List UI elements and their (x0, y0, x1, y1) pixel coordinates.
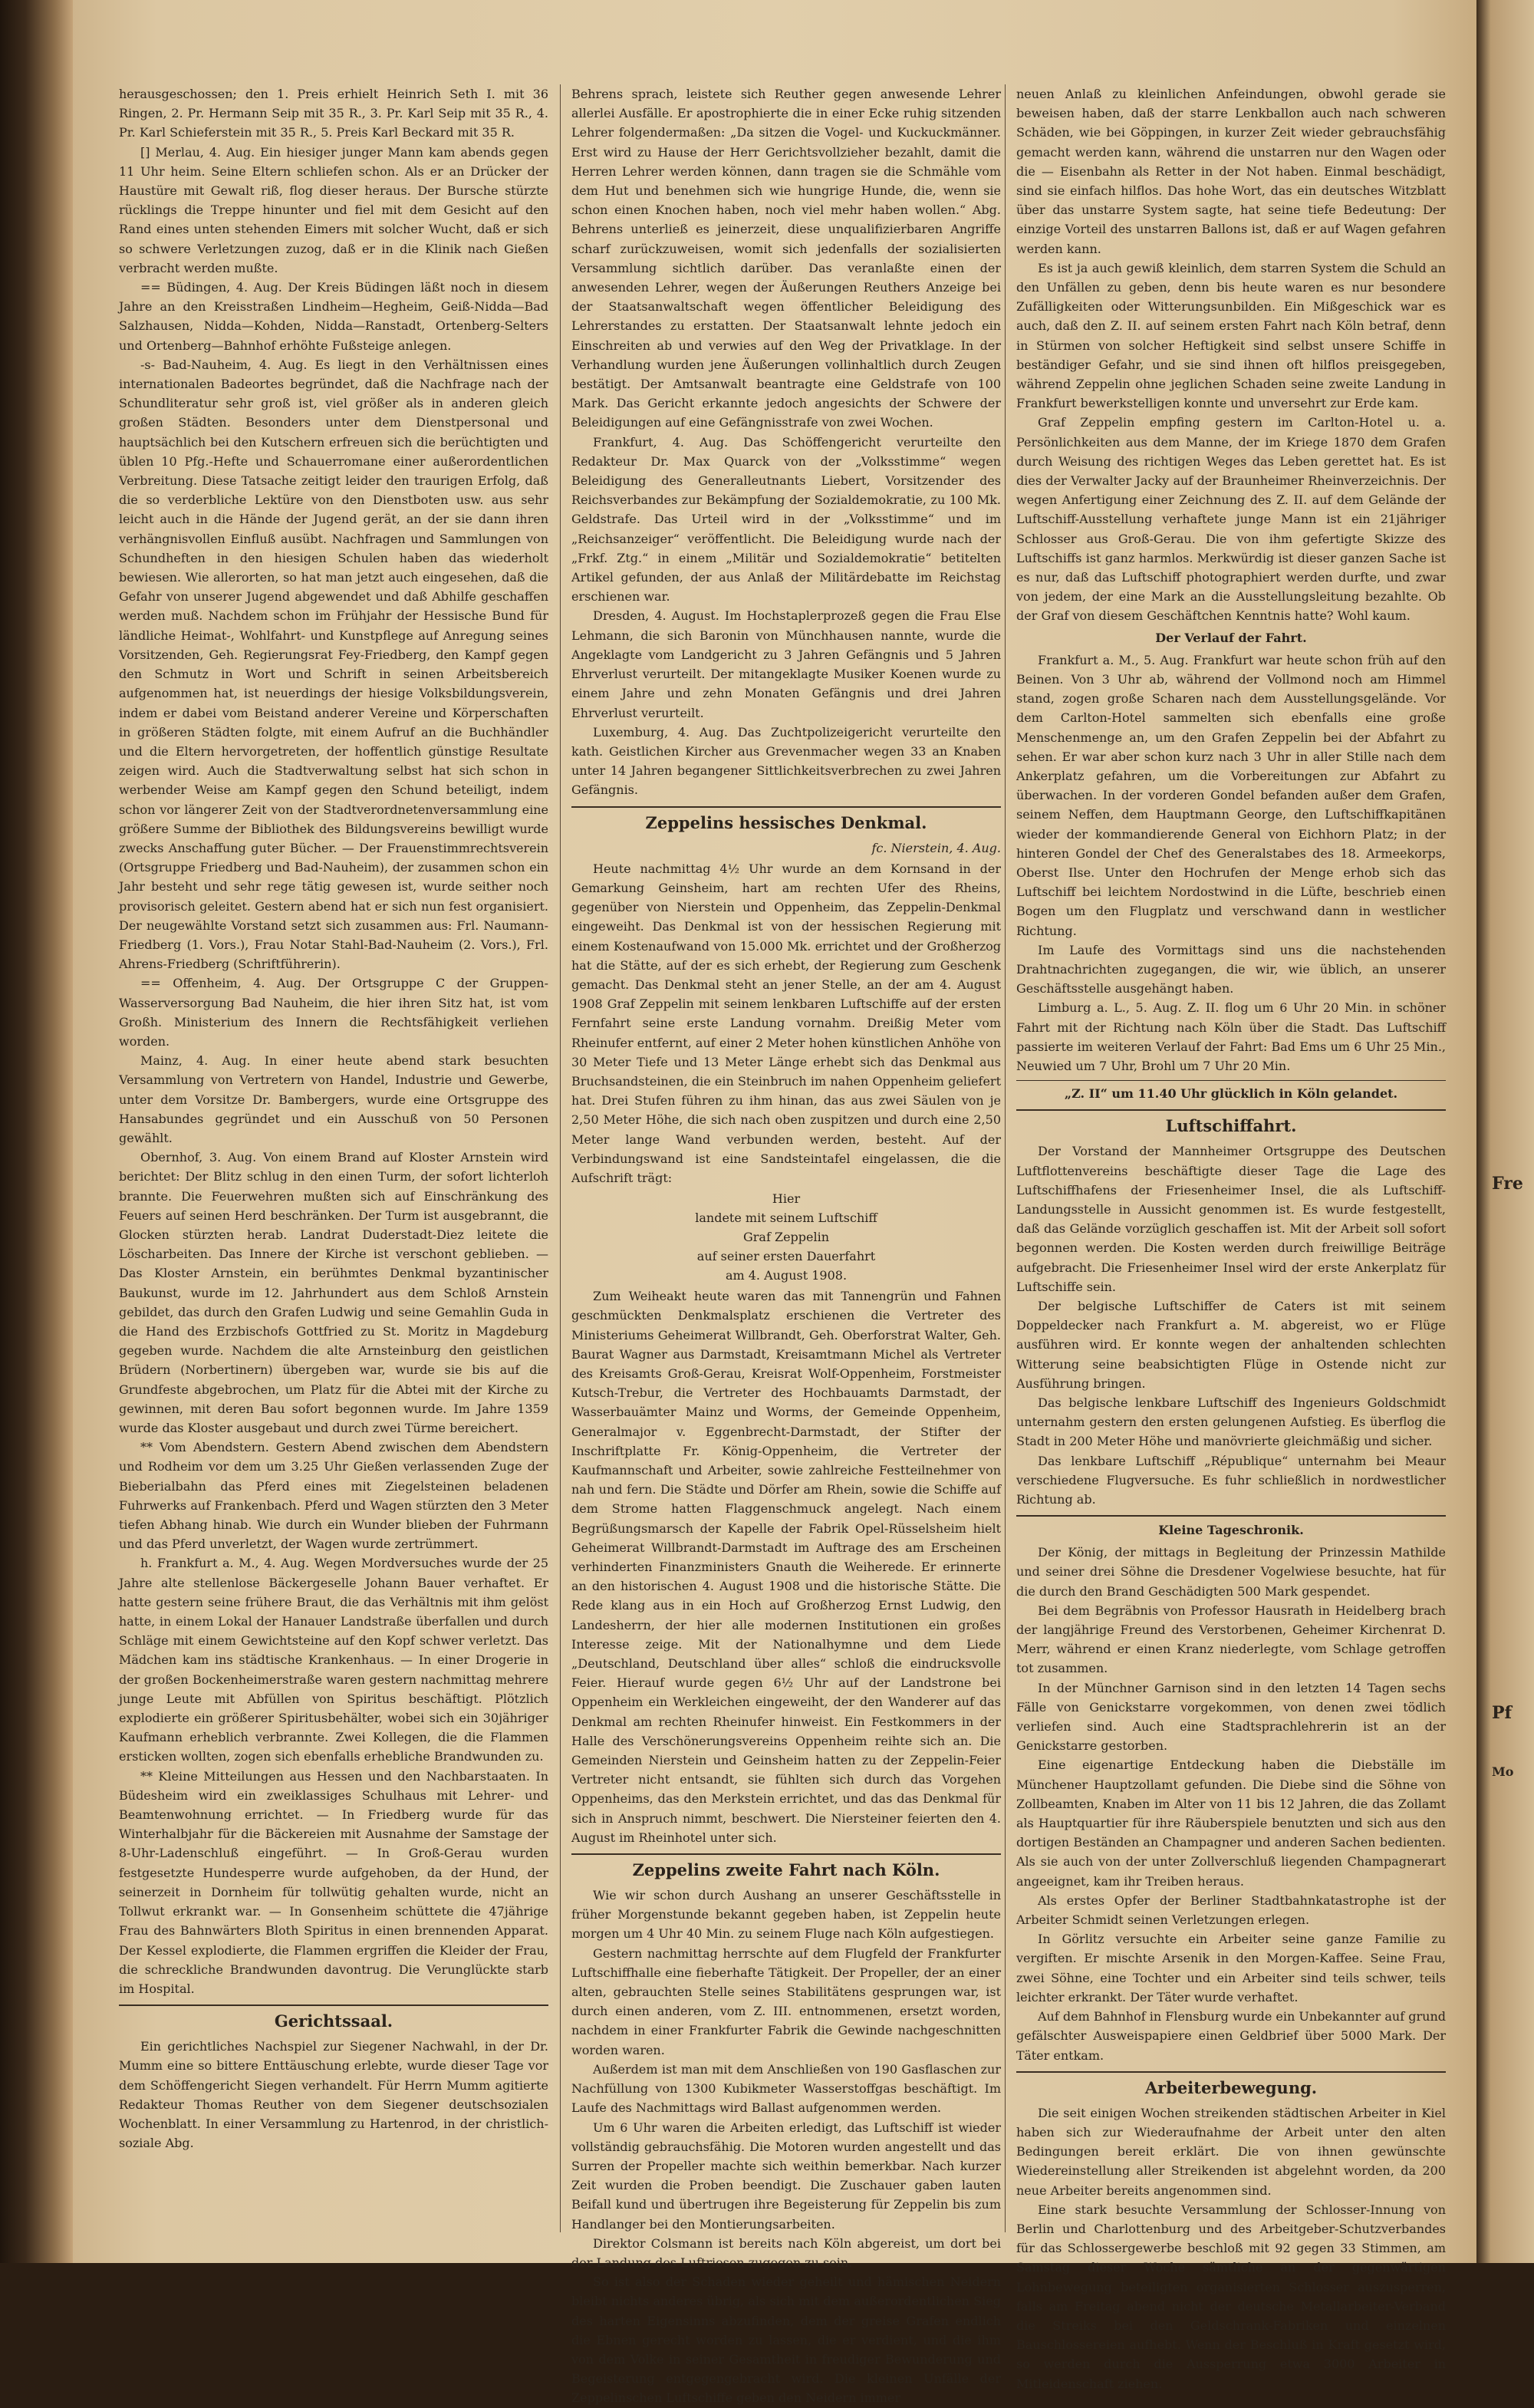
section-heading-tageschronik: Kleine Tageschronik. (1158, 1523, 1304, 1538)
article-paragraph: Im Laufe des Vormittags sind uns die nachstehenden Drahtnachrichten zugegangen, die wir, wie üblich, an unserer Geschäftsstelle ausgehängt haben. (1016, 942, 1446, 996)
inscription-line: landete mit seinem Luftschiff (695, 1211, 877, 1226)
book-binding-shadow (0, 0, 73, 2263)
article-paragraph: Heute nachmittag 4½ Uhr wurde an dem Kornsand in der Gemarkung Geinsheim, hart am rechten Ufer des Rheins, gegenüber von Nierstein und Oppenheim, das Zeppelin-Denkmal eingeweiht. Das Denkmal ist von der hessischen Regierung mit einem Kostenaufwand von 15.000 Mk. errichtet und der Großherzog hat die Stätte, auf der es sich erhebt, der Regierung zum Geschenk gemacht. Das Denkmal steht an jener Stelle, an der am 4. August 1908 Graf Zeppelin mit seinem lenkbaren Luftschiffe auf der ersten Fernfahrt seine erste Landung vornahm. Dreißig Meter vom Rheinufer entfernt, auf einer 2 Meter hohen künstlichen Anhöhe von 30 Meter Tiefe und 13 Meter Länge erhebt sich das Denkmal aus Bruchsandsteinen, die ein Steinbruch im nahen Oppenheim geliefert hat. Drei Stufen führen zu ihm hinan, das aus zwei Säulen von je 2,50 Meter Höhe, die sich nach oben zuspitzen und durch eine 2,50 Meter lange Wand verbunden werden, besteht. Auf der Verbindungswand ist eine Sandsteintafel eingelassen, die die Aufschrift trägt: (571, 861, 1001, 1185)
column-2 (571, 84, 1001, 2406)
article-paragraph: neuen Anlaß zu kleinlichen Anfeindungen, obwohl gerade sie beweisen haben, daß der starre Lenkballon auch nach schweren Schäden, wie bei Göppingen, in kurzer Zeit wieder gebrauchsfähig gemacht werden kann, während die unstarren nur den Wagen oder die — Eisenbahn als Retter in der Not haben. Einmal beschädigt, sind sie einfach hilflos. Das hohe Wort, das ein deutsches Witzblatt über das unstarre System sagte, hat seine tiefe Bedeutung: Der einzige Vorteil des unstarren Ballons ist, daß er auf Wagen gefahren werden kann. (1016, 87, 1446, 256)
adjacent-page-fragment: Fre (1492, 1174, 1523, 1194)
section-heading-luftschiffahrt: Luftschiffahrt. (1165, 1116, 1297, 1136)
article-paragraph: Außerdem ist man mit dem Anschließen von 190 Gasflaschen zur Nachfüllung von 1300 Kubikmeter Wasserstoffgas beschäftigt. Im Laufe des Nachmittags wird Ballast aufgenommen werden. (571, 2061, 1001, 2116)
dateline: fc. Nierstein, 4. Aug. (871, 840, 1001, 855)
section-heading-gerichtssaal: Gerichtssaal. (274, 2011, 393, 2031)
column-rule (560, 84, 561, 2232)
article-paragraph: So ist also der Schaden wieder geheilt und hämischen Neidern bleibt nichts anderes übrig, als sich mit dem außerordentlichen Sieg des harten Eigensinns abzufinden, dem der greise Grafen endlich die Ebnen gerecht worden zu lassen, die er verdient, und die ihm von dem Volke in seiner Gesamtheit in freudiger Bewunderung und Begeisterung entgegengebracht wird. Die kleinen Unfälle der Zeppelinschen Luftschiffe geben den Neidern immer (571, 2275, 1001, 2406)
section-divider (1016, 1109, 1446, 1111)
inscription-line: am 4. August 1908. (725, 1268, 848, 1283)
article-paragraph: Der Vorstand der Mannheimer Ortsgruppe des Deutschen Luftflottenvereins beschäftigte dieser Tage die Lage des Luftschiffhafens der Friesenheimer Insel, die als Luftschiff-Landungsstelle in Aussicht genommen ist. Es wurde festgestellt, daß das Gelände vorzüglich geschaffen ist. Mit der Arbeit soll sofort begonnen werden. Die Kosten werden durch freiwillige Beiträge aufgebracht. Die Friesenheimer Insel wird der erste Ankerplatz für Luftschiffe sein. (1016, 1144, 1446, 1294)
article-paragraph: Das lenkbare Luftschiff „République“ unternahm bei Meaur verschiedene Flugversuche. Es fuhr schließlich in nordwestlicher Richtung ab. (1016, 1453, 1446, 1507)
article-paragraph: Auf dem Bahnhof in Flensburg wurde ein Unbekannter auf grund gefälschter Ausweispapiere einen Geldbrief über 5000 Mark. Der Täter entkam. (1016, 2009, 1446, 2063)
article-paragraph: Graf Zeppelin empfing gestern im Carlton-Hotel u. a. Persönlichkeiten aus dem Manne, der im Kriege 1870 dem Grafen durch Weisung des richtigen Weges das Leben gerettet hat. Es ist dies der Verwalter Jacky auf der Braunheimer Rheinverzeichnis. Der wegen Anfertigung einer Zeichnung des Z. II. auf dem Gelände der Luftschiff-Ausstellung verhaftete junge Mann ist ein 21jähriger Schlosser aus Groß-Gerau. Die von ihm gefertigte Skizze des Luftschiffs ist ganz harmlos. Merkwürdig ist dieser ganzen Sache ist es nur, daß das Luftschiff photographiert werden durfte, und zwar von jedem, der eine Mark an die Ausstellungsleitung bezahlte. Ob der Graf von diesem Geschäftchen Kenntnis hatte? Wohl kaum. (1016, 415, 1446, 624)
article-paragraph: Direktor Colsmann ist bereits nach Köln abgereist, um dort bei der Landung des Luftriesen zugegen zu sein. (571, 2235, 1001, 2270)
article-paragraph: Die seit einigen Wochen streikenden städtischen Arbeiter in Kiel haben sich zur Wiederaufnahme der Arbeit unter den alten Bedingungen bereit erklärt. Die von ihnen gewünschte Wiedereinstellung aller Streikenden ist abgelehnt worden, da 200 neue Arbeiter bereits angenommen sind. (1016, 2105, 1446, 2198)
article-paragraph: == Offenheim, 4. Aug. Der Ortsgruppe C der Gruppen-Wasserversorgung Bad Nauheim, die hier ihren Sitz hat, ist vom Großh. Ministerium des Innern die Rechtsfähigkeit verliehen worden. (119, 976, 548, 1049)
section-heading-denkmal: Zeppelins hessisches Denkmal. (645, 812, 927, 832)
section-heading-koeln: Zeppelins zweite Fahrt nach Köln. (632, 1860, 940, 1880)
article-paragraph: In der Münchner Garnison sind in den letzten 14 Tagen sechs Fälle von Genickstarre vorgekommen, von denen zwei tödlich verliefen sind. Auch eine Stadtsprachlehrerin ist an der Genickstarre gestorben. (1016, 1680, 1446, 1754)
article-paragraph: herausgeschossen; den 1. Preis erhielt Heinrich Seth I. mit 36 Ringen, 2. Pr. Hermann Seip mit 35 R., 3. Pr. Karl Seip mit 35 R., 4. Pr. Karl Schieferstein mit 35 R., 5. Preis Karl Beckard mit 35 R. (119, 87, 548, 140)
article-paragraph: Eine eigenartige Entdeckung haben die Diebställe im Münchener Hauptzollamt gefunden. Die Diebe sind die Söhne von Zollbeamten, Knaben im Alter von 11 bis 12 Jahren, die das Zollamt als Hauptquartier für ihre Räuberspiele benutzten und sich aus den dortigen Beständen an Champagner und anderen Sachen bedienten. Als sie auch von der unter Zollverschluß liegenden Champagnerart angeeignet, kam ihr Treiben heraus. (1016, 1757, 1446, 1889)
section-divider (119, 2004, 548, 2006)
landing-bulletin: „Z. II“ um 11.40 Uhr glücklich in Köln gelandet. (1064, 1086, 1398, 1102)
adjacent-page-edge (1476, 0, 1534, 2263)
article-paragraph: ** Vom Abendstern. Gestern Abend zwischen dem Abendstern und Rodheim vor dem um 3.25 Uhr Gießen verlassenden Zuge der Bieberialbahn das Pferd eines mit Ziegelsteinen beladenen Fuhrwerks auf Frankenbach. Pferd und Wagen stürzten den 3 Meter tiefen Abhang hinab. Wie durch ein Wunder blieben der Fuhrmann und das Pferd unverletzt, der Wagen wurde zertrümmert. (119, 1440, 548, 1552)
article-paragraph: Eine stark besuchte Versammlung der Schlosser-Innung von Berlin und Charlottenburg und des Arbeitgeber-Schutzverbandes für das Schlossergewerbe beschloß mit 92 gegen 33 Stimmen, am Samstag dieser Woche sämtliche an der gegenwärtigen Lohnbewegung beteiligten organisierten Schlosser auszusperren, falls am Freitag abend nicht der deutsche Metallarbeiter-Verband die Streiks bei den Geldschrank-Fabriken und einzelnen Bauschlossereien aufhebt. Wenn der Beschluß in Kraft gesetzt wird, so werden durch die Aussperrung etwa 3000 Arbeiter in Mitleidenschaft ziehen. (1016, 2202, 1446, 2391)
section-divider (1016, 1515, 1446, 1517)
article-paragraph: Frankfurt, 4. Aug. Das Schöffengericht verurteilte den Redakteur Dr. Max Quarck von der „Volksstimme“ wegen Beleidigung des Generalleutnants Liebert, Vorsitzender des Reichsverbandes zur Bekämpfung der Sozialdemokratie, zu 100 Mk. Geldstrafe. Das Urteil wird in der „Volksstimme“ und im „Reichsanzeiger“ veröffentlicht. Die Beleidigung wurde nach der „Frkf. Ztg.“ in einem „Militär und Sozialdemokratie“ betitelten Artikel gefunden, der aus Anlaß der Militärdebatte im Reichstag erschienen war. (571, 434, 1001, 604)
section-divider (571, 806, 1001, 808)
article-paragraph: == Büdingen, 4. Aug. Der Kreis Büdingen läßt noch in diesem Jahre an den Kreisstraßen Lindheim—Hegheim, Geiß-Nidda—Bad Salzhausen, Nidda—Kohden, Nidda—Ranstadt, Ortenberg-Selters und Ortenberg—Bahnhof erhöhte Fußsteige anlegen. (119, 280, 548, 353)
inscription-line: auf seiner ersten Dauerfahrt (696, 1249, 876, 1264)
article-paragraph: -s- Bad-Nauheim, 4. Aug. Es liegt in den Verhältnissen eines internationalen Badeortes begründet, daß die Nachfrage nach der Schundliteratur sehr groß ist, viel größer als in anderen gleich großen Städten. Besonders unter dem Dienstpersonal und hauptsächlich bei den Kutschern erfreuen sich die berüchtigten und üblen 10 Pfg.-Hefte und Schauerromane einer außerordentlichen Verbreitung. Diese Tatsache zeitigt leider den traurigen Erfolg, daß die so verderbliche Lektüre von den Dienstboten usw. aus sehr leicht auch in die Hände der Jugend gerät, an der sie dann ihren verhängnisvollen Einfluß ausübt. Nachfragen und Sammlungen von Schundheften in den hiesigen Schulen haben das wiederholt bewiesen. Wie allerorten, so hat man jetzt auch eingesehen, daß die Gefahr von unserer Jugend abgewendet und daß Abhilfe geschaffen werden muß. Nachdem schon im Frühjahr der Hessische Bund für ländliche Heimat-, Wohlfahrt- und Kunstpflege auf Anregung seines Vorsitzenden, Geh. Regierungsrat Fey-Friedberg, den Kampf gegen den Schmutz in Wort und Schrift in seinen Arbeitsbereich aufgenommen hat, ist neuerdings der hiesige Volksbildungsverein, indem er dabei vom Beistand anderer Vereine und Körperschaften in größeren Städten folgte, mit einem Aufruf an die Buchhändler und die Eltern hervorgetreten, der hoffentlich günstige Resultate zeigen wird. Auch die Stadtverwaltung selbst hat sich schon in werbender Weise am Kampf gegen den Schund beteiligt, indem schon vor längerer Zeit von der Stadtverordnetenversammlung eine größere Summe der Bibliothek des Bildungsvereins bewilligt wurde zwecks Anschaffung guter Bücher. — Der Frauenstimmrechtsverein (Ortsgruppe Friedberg und Bad-Nauheim), der zusammen schon ein Jahr besteht und sehr rege tätig gewesen ist, wurde seither noch provisorisch geleitet. Gestern abend hat er sich nun fest organisiert. Der neugewählte Vorstand setzt sich zusammen aus: Frl. Naumann-Friedberg (1. Vors.), Frau Notar Stahl-Bad-Nauheim (2. Vors.), Frl. Ahrens-Friedberg (Schriftführerin). (119, 357, 548, 972)
article-paragraph: Limburg a. L., 5. Aug. Z. II. flog um 6 Uhr 20 Min. in schöner Fahrt mit der Richtung nach Köln über die Stadt. Das Luftschiff passierte im weiteren Verlauf der Fahrt: Bad Ems um 6 Uhr 25 Min., Neuwied um 7 Uhr, Brohl um 7 Uhr 20 Min. (1016, 1000, 1446, 1073)
section-heading-arbeiterbewegung: Arbeiterbewegung. (1144, 2077, 1318, 2097)
article-paragraph: Das belgische lenkbare Luftschiff des Ingenieurs Goldschmidt unternahm gestern den ersten gelungenen Aufstieg. Es überflog die Stadt in 200 Meter Höhe und manövrierte gleichmäßig und sicher. (1016, 1395, 1446, 1449)
monument-inscription (571, 1189, 1001, 1285)
article-paragraph: [] Merlau, 4. Aug. Ein hiesiger junger Mann kam abends gegen 11 Uhr heim. Seine Eltern schliefen schon. Als er an Drücker der Haustüre mit Gewalt riß, flog dieser heraus. Der Bursche stürzte rücklings die Treppe hinunter und fiel mit dem Gesicht auf den Rand eines unten stehenden Eimers mit solcher Wucht, daß er sich so schwere Verletzungen zuzog, daß er in die Klinik nach Gießen verbracht werden mußte. (119, 144, 548, 275)
article-paragraph: Ein gerichtliches Nachspiel zur Siegener Nachwahl, in der Dr. Mumm eine so bittere Enttäuschung erlebte, wurde dieser Tage vor dem Schöffengericht Siegen verhandelt. Für Herrn Mumm agitierte Redakteur Thomas Reuther von dem Siegener deutschsozialen Wochenblatt. In einer Versammlung zu Hartenrod, in der christlich-soziale Abg. (119, 2039, 548, 2151)
article-paragraph: Frankfurt a. M., 5. Aug. Frankfurt war heute schon früh auf den Beinen. Von 3 Uhr ab, während der Vollmond noch am Himmel stand, zogen große Scharen nach dem Ausstellungsgelände. Vor dem Carlton-Hotel sammelten sich ebenfalls eine große Menschenmenge an, um den Grafen Zeppelin bei der Abfahrt zu sehen. Er war aber schon kurz nach 3 Uhr in aller Stille nach dem Ankerplatz gefahren, um die Vorbereitungen zur Abfahrt zu überwachen. In der vorderen Gondel befanden außer dem Grafen, seinem Neffen, dem Hauptmann George, den Luftschiffkapitänen wieder der kommandierende General von Eichhorn Platz; in der hinteren Gondel der Chef des Generalstabes des 18. Armeekorps, Oberst Ilse. Unter den Hochrufen der Menge erhob sich das Luftschiff bei leichtem Nordostwind in die Lüfte, beschrieb einen Bogen um den Flugplatz und verschwand dann in westlicher Richtung. (1016, 652, 1446, 938)
article-paragraph: Mainz, 4. Aug. In einer heute abend stark besuchten Versammlung von Vertretern von Handel, Industrie und Gewerbe, unter dem Vorsitze Dr. Bambergers, wurde eine Ortsgruppe des Hansabundes gegründet und ein Ausschuß von 50 Personen gewählt. (119, 1053, 548, 1145)
article-paragraph: Es ist ja auch gewiß kleinlich, dem starren System die Schuld an den Unfällen zu geben, denn bis heute waren es nur besondere Zufälligkeiten oder Witterungsunbilden. Ein Mißgeschick war es auch, daß den Z. II. auf seinem ersten Fahrt nach Köln betraf, denn in Stürmen von solcher Heftigkeit sind selbst unsere Schiffe in beständiger Gefahr, und sie sind ihnen oft hilflos preisgegeben, während Zeppelin ohne jeglichen Schaden seine zweite Landung in Frankfurt bewerkstelligen konnte und unversehrt zur Erde kam. (1016, 260, 1446, 411)
article-paragraph: Wie wir schon durch Aushang an unserer Geschäftsstelle in früher Morgenstunde bekannt gegeben haben, ist Zeppelin heute morgen um 4 Uhr 40 Min. zu seinem Fluge nach Köln aufgestiegen. (571, 1888, 1001, 1942)
column-rule (1005, 84, 1006, 2232)
article-paragraph: Behrens sprach, leistete sich Reuther gegen anwesende Lehrer allerlei Ausfälle. Er apostrophierte die in einer Ecke ruhig sitzenden Lehrer folgendermaßen: „Da sitzen die Vogel- und Kuckuckmänner. Erst wird zu Hause der Herr Gerichtsvollzieher bezahlt, damit die Herren Lehrer werden können, dann tragen sie die Schmähle vom dem Hut und benehmen sich wie hungrige Hunde, die, wenn sie schon einen Knochen haben, noch viel mehr haben wollen.“ Abg. Behrens unterließ es jeinerzeit, diese unqualifizierbaren Angriffe scharf zurückzuweisen, womit sich jedenfalls der sozialisierten Versammlung sichtlich darüber. Das veranlaßte einen der anwesenden Lehrer, wegen der Äußerungen Reuthers Anzeige bei der Staatsanwaltschaft wegen öffentlicher Beleidigung des Lehrerstandes zu erstatten. Der Staatsanwalt lehnte jedoch ein Einschreiten ab und verwies auf den Weg der Privatklage. In der Verhandlung wurden jene Äußerungen vollinhaltlich durch Zeugen bestätigt. Der Amtsanwalt beantragte eine Geldstrafe von 100 Mark. Das Gericht erkannte jedoch angesichts der Schwere der Beleidigungen auf eine Gefängnisstrafe von zwei Wochen. (571, 87, 1001, 430)
article-paragraph: Dresden, 4. August. Im Hochstaplerprozeß gegen die Frau Else Lehmann, die sich Baronin von Münchhausen nannte, wurde die Angeklagte vom Landgericht zu 3 Jahren Gefängnis und 5 Jahren Ehrverlust verurteilt. Der mitangeklagte Musiker Koenen wurde zu einem Jahre und zehn Monaten Gefängnis und drei Jahren Ehrverlust verurteilt. (571, 608, 1001, 720)
article-paragraph: h. Frankfurt a. M., 4. Aug. Wegen Mordversuches wurde der 25 Jahre alte stellenlose Bäckergeselle Johann Bauer verhaftet. Er hatte gestern seine frühere Braut, die das Verhältnis mit ihm gelöst hatte, in einem Lokal der Hanauer Landstraße überfallen und durch Schläge mit einem Gewichtsteine auf den Kopf schwer verletzt. Das Mädchen kam ins städtische Krankenhaus. — In einer Drogerie in der großen Bockenheimerstraße waren gestern nachmittag mehrere junge Leute mit Abfüllen von Spiritus beschäftigt. Plötzlich explodierte ein größerer Spiritusbehälter, wobei sich ein 30jähriger Kaufmann erheblich verbrannte. Zwei Kollegen, die die Flammen ersticken wollten, zogen sich ebenfalls erhebliche Brandwunden zu. (119, 1556, 548, 1764)
article-paragraph: Zum Weiheakt heute waren das mit Tannengrün und Fahnen geschmückten Denkmalsplatz erschienen die Vertreter des Ministeriums Geheimerat Willbrandt, Geh. Oberforstrat Walter, Geh. Baurat Wagner aus Darmstadt, Kreisamtmann Michel als Vertreter des Kreisamts Groß-Gerau, Kreisrat Wolf-Oppenheim, Forstmeister Kutsch-Trebur, die Vertreter des Hochbauamts Darmstadt, der Wasserbauämter Mainz und Worms, der Gemeinde Oppenheim, Generalmajor v. Eggenbrecht-Darmstadt, der Stifter der Inschriftplatte Fr. König-Oppenheim, die Vertreter der Kaufmannschaft und Arbeiter, sowie zahlreiche Festteilnehmer von nah und fern. Die Städte und Dörfer am Rhein, sowie die Schiffe auf dem Strome hatten Flaggenschmuck angelegt. Nach einem Begrüßungsmarsch der Kapelle der Fabrik Opel-Rüsselsheim hielt Geheimerat Willbrandt-Darmstadt im Auftrage des am Erscheinen verhinderten Finanzministers Gnauth die Weiherede. Er erinnerte an den historischen 4. August 1908 und die historische Stätte. Die Rede klang aus in ein Hoch auf Großherzog Ernst Ludwig, den Landesherrn, der hier alle modernen Institutionen ein großes Interesse zeige. Mit der Nationalhymne und dem Liede „Deutschland, Deutschland über alles“ schloß die eindrucksvolle Feier. Hierauf wurde gegen 6½ Uhr auf der Landstrone bei Oppenheim ein Werkleichen eingeweiht, der den Wanderer auf das Denkmal am rechten Rheinufer hinweist. Ein Festkommers in der Halle des Verschönerungsvereins Oppenheim reihte sich an. Die Gemeinden Nierstein und Geinsheim hatten zu der Zeppelin-Feier Vertreter nicht entsandt, sie fühlten sich durch das Vorgehen Oppenheims, das den Merkstein errichtet, und das das Denkmal für sich in Anspruch nimmt, beschwert. Die Niersteiner feierten den 4. August im Rheinhotel unter sich. (571, 1289, 1001, 1845)
subheading-verlauf: Der Verlauf der Fahrt. (1155, 630, 1307, 645)
article-paragraph: Luxemburg, 4. Aug. Das Zuchtpolizeigericht verurteilte den kath. Geistlichen Kircher aus Grevenmacher wegen 33 an Knaben unter 14 Jahren begangener Sittlichkeitsverbrechen zu zwei Jahren Gefängnis. (571, 724, 1001, 798)
article-paragraph: Um 6 Uhr waren die Arbeiten erledigt, das Luftschiff ist wieder vollständig gebrauchsfähig. Die Motoren wurden angestellt und das Surren der Propeller machte sich weithin bemerkbar. Nach kurzer Zeit wurden die Proben beendigt. Die Zuschauer gaben lauten Beifall kund und übertrugen ihre Begeisterung für Zeppelin bis zum Handlanger bei den Montierungsarbeiten. (571, 2120, 1001, 2232)
inscription-line: Hier (772, 1191, 801, 1207)
column-1 (119, 84, 548, 2240)
inscription-line: Graf Zeppelin (742, 1230, 830, 1245)
article-paragraph: Der belgische Luftschiffer de Caters ist mit seinem Doppeldecker nach Frankfurt a. M. abgereist, wo er Flüge ausführen wird. Er konnte wegen der anhaltenden schlechten Witterung seine beabsichtigten Flüge in Ostende nicht zur Ausführung bringen. (1016, 1298, 1446, 1391)
article-paragraph: In Görlitz versuchte ein Arbeiter seine ganze Familie zu vergiften. Er mischte Arsenik in den Morgen-Kaffee. Seine Frau, zwei Söhne, eine Tochter und ein Arbeiter sind teils schwer, teils leichter erkrankt. Der Täter wurde verhaftet. (1016, 1932, 1446, 2004)
article-paragraph: Der König, der mittags in Begleitung der Prinzessin Mathilde und seiner drei Söhne die Dresdener Vogelwiese besuchte, hat für die durch den Brand Geschädigten 500 Mark gespendet. (1016, 1545, 1446, 1599)
newspaper-page (73, 0, 1476, 2406)
section-divider (1016, 2071, 1446, 2073)
adjacent-page-fragment: Mo (1492, 1764, 1514, 1779)
adjacent-page-fragment: Pf (1492, 1703, 1513, 1723)
article-paragraph: ** Kleine Mitteilungen aus Hessen und den Nachbarstaaten. In Büdesheim wird ein zweiklassiges Schulhaus mit Lehrer- und Beamtenwohnung errichtet. — In Friedberg wurde für das Winterhalbjahr für die Bäckereien mit Ausnahme der Samstage der 8-Uhr-Ladenschluß eingeführt. — In Groß-Gerau wurden festgesetzte Hundesperre wurde aufgehoben, da der Hund, der seinerzeit in Dornheim für tollwütig gehalten wurde, nicht an Tollwut erkrankt war. — In Gonsenheim schüttete die 47jährige Frau des Bahnwärters Bloth Spiritus in einen brennenden Apparat. Der Kessel explodierte, die Flammen ergriffen die Kleider der Frau, die schreckliche Brandwunden davontrug. Die Verunglückte starb im Hospital. (119, 1768, 548, 1996)
article-paragraph: Gestern nachmittag herrschte auf dem Flugfeld der Frankfurter Luftschiffhalle eine fieberhafte Tätigkeit. Der Propeller, der an einer alten, gebrauchten Stelle seines Stabilitätens gesprungen war, ist durch einen anderen, vom Z. III. entnommenen, ersetzt worden, nachdem in einer Frankfurter Fabrik die Gewinde nachgeschnitten worden waren. (571, 1945, 1001, 2057)
column-3 (1016, 84, 1446, 2391)
article-paragraph: Als erstes Opfer der Berliner Stadtbahnkatastrophe ist der Arbeiter Schmidt seinen Verletzungen erlegen. (1016, 1892, 1446, 1928)
section-divider (1016, 1080, 1446, 1081)
article-paragraph: Bei dem Begräbnis von Professor Hausrath in Heidelberg brach der langjährige Freund des Verstorbenen, Geheimer Kirchenrat D. Merr, während er einen Kranz niederlegte, vom Schlage getroffen tot zusammen. (1016, 1603, 1446, 1676)
article-paragraph: Obernhof, 3. Aug. Von einem Brand auf Kloster Arnstein wird berichtet: Der Blitz schlug in den einen Turm, der sofort lichterloh brannte. Die Feuerwehren mußten sich auf Einschränkung des Feuers auf seinen Herd beschränken. Der Turm ist ausgebrannt, die Glocken stürzten herab. Landrat Duderstadt-Diez leitete die Löscharbeiten. Das Innere der Kirche ist verschont geblieben. — Das Kloster Arnstein, ein berühmtes Denkmal byzantinischer Baukunst, wurde im 12. Jahrhundert aus dem Schloß Arnstein gebildet, das durch den Grafen Ludwig und seine Gemahlin Guda in die Hand des Erzbischofs Gottfried zu St. Moritz in Magdeburg gegeben wurde. Nachdem die alte Arnsteinburg den geistlichen Brüdern (Norbertinern) übergeben war, wurde sie bis auf die Grundfeste abgebrochen, um Platz für die Abtei mit der Kirche zu gewinnen, mit deren Bau sofort begonnen wurde. Im Jahre 1359 wurde das Kloster ausgebaut und durch zwei Türme bereichert. (119, 1150, 548, 1436)
section-divider (571, 1853, 1001, 1855)
